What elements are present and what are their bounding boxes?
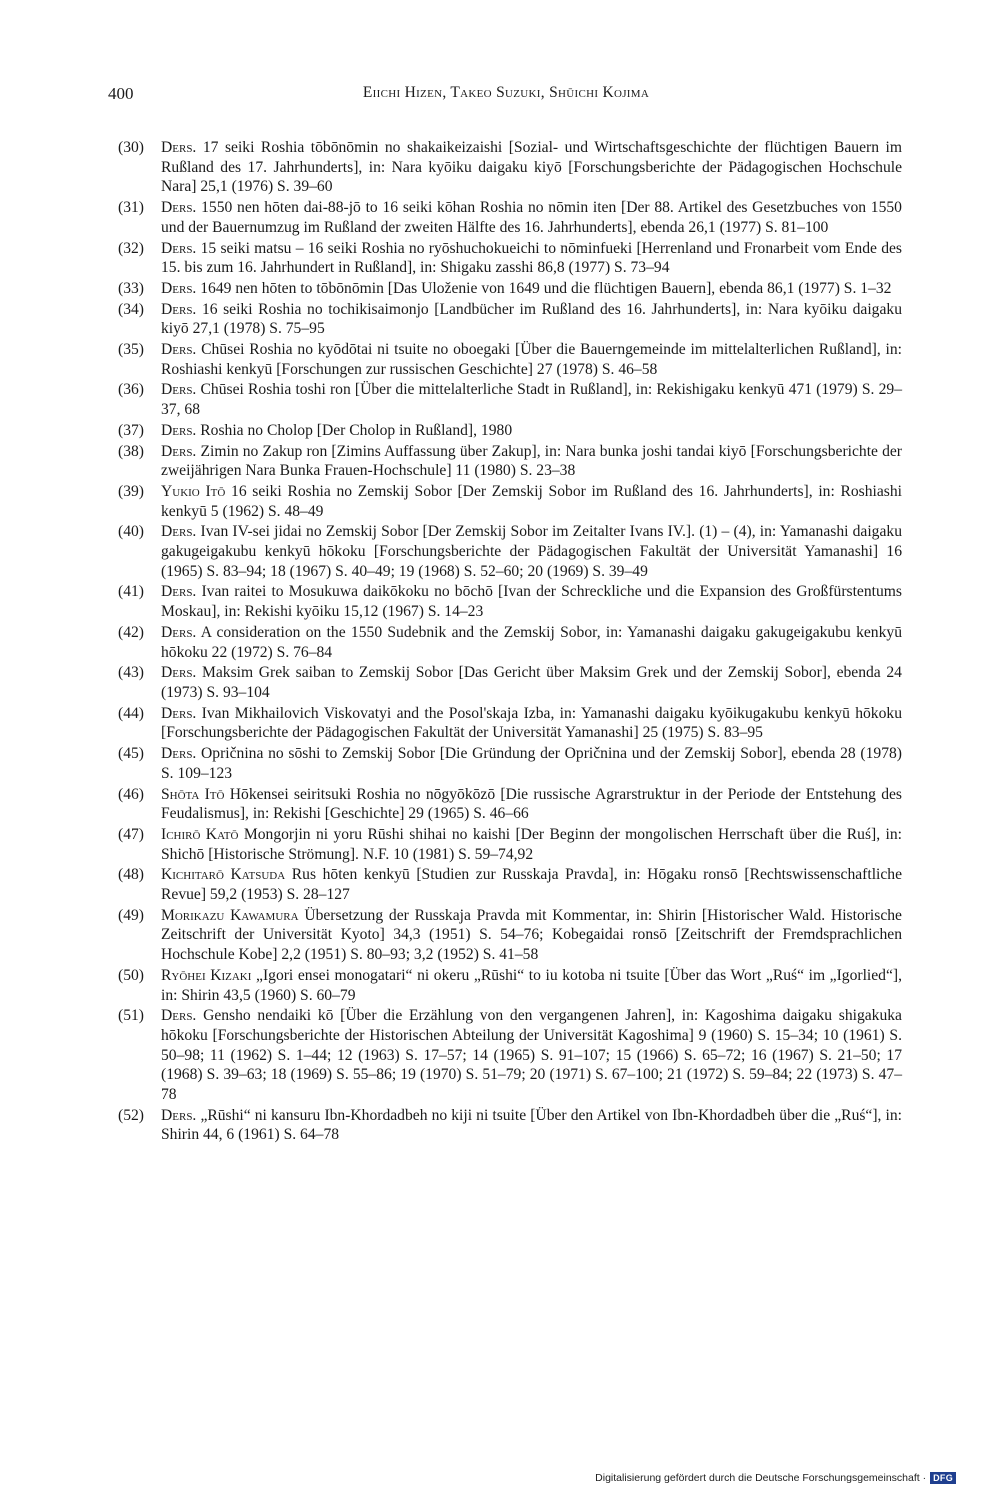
reference-body (161, 866, 902, 903)
reference-text: Roshia no Cholop [Der Cholop in Rußland], 1980 (200, 421, 513, 439)
reference-number: (50) (118, 966, 144, 984)
reference-body (161, 826, 902, 863)
dfg-logo: DFG (930, 1472, 956, 1484)
reference-author: Morikazu Kawamura (161, 906, 299, 924)
reference-entry (118, 785, 902, 824)
reference-author: Ders. (161, 1007, 197, 1025)
reference-entry (118, 421, 902, 441)
reference-number: (46) (118, 785, 144, 803)
reference-body (161, 240, 902, 277)
reference-entry (118, 239, 902, 278)
reference-entry (118, 623, 902, 662)
reference-body (161, 280, 891, 297)
reference-entry (118, 138, 902, 197)
reference-text: Chūsei Roshia no kyōdōtai ni tsuite no oboegaki [Über die Bauerngemeinde im mittelalterlichen Rußland], in: Roshiashi kenkyū [Forschungen zur russischen Geschichte] 27 (1978) S. 46–58 (161, 341, 902, 378)
reference-author: Ichirō Katō (161, 825, 239, 843)
reference-entry (118, 865, 902, 904)
reference-text: 15 seiki matsu – 16 seiki Roshia no ryōshuchokueichi to nōminfueki [Herrenland und Fronarbeit vom Ende des 15. bis zum 16. Jahrhundert in Rußland], in: Shigaku zasshi 86,8 (1977) S. 73–94 (161, 239, 902, 277)
reference-entry (118, 966, 902, 1005)
reference-text: Ivan IV-sei jidai no Zemskij Sobor [Der Zemskij Sobor im Zeitalter Ivans IV.]. (1) – (4), in: Yamanashi daigaku gakugeigakubu kenkyū hōkoku [Forschungsberichte der Pädagogischen Fakultät der Universität Yamanashi] 16 (1965) S. 83–94; 18 (1967) S. 40–49; 19 (1968) S. 52–60; 20 (1969) S. 39–49 (161, 523, 902, 580)
reference-number: (35) (118, 341, 144, 359)
reference-text: Ivan raitei to Mosukuwa daikōkoku no bōchō [Ivan der Schreckliche und die Expansion des Großfürstentums Moskau], in: Rekishi kyōiku 15,12 (1967) S. 14–23 (161, 583, 902, 621)
reference-entry (118, 442, 902, 481)
reference-text: A consideration on the 1550 Sudebnik and the Zemskij Sobor, in: Yamanashi daigaku gakugeigakubu kenkyū hōkoku 22 (1972) S. 76–84 (161, 623, 902, 661)
page-number: 400 (108, 84, 134, 103)
reference-body (161, 422, 512, 439)
reference-author: Yukio Itō (161, 482, 226, 500)
reference-number: (49) (118, 906, 144, 924)
reference-number: (31) (118, 199, 144, 217)
reference-body (161, 1007, 902, 1103)
reference-number: (40) (118, 523, 144, 541)
reference-number: (36) (118, 381, 144, 399)
reference-body (161, 381, 902, 418)
reference-text: Opričnina no sōshi to Zemskij Sobor [Die Gründung der Opričnina und der Zemskij Sobor], ebenda 28 (1978) S. 109–123 (161, 745, 902, 782)
reference-entry (118, 198, 902, 237)
reference-number: (44) (118, 704, 144, 722)
reference-body (161, 786, 902, 823)
reference-entry (118, 522, 902, 581)
reference-number: (30) (118, 139, 144, 156)
reference-body (161, 483, 902, 520)
reference-author: Ders. (161, 623, 197, 641)
reference-text: Mongorjin ni yoru Rūshi shihai no kaishi [Der Beginn der mongolischen Herrschaft über die Ruś], in: Shichō [Historische Strömung]. N.F. 10 (1981) S. 59–74,92 (161, 825, 902, 863)
reference-text: Ivan Mikhailovich Viskovatyi and the Posol'skaja Izba, in: Yamanashi daigaku kyōikugakubu kenkyū hōkoku [Forschungsberichte der Pädagogischen Fakultät der Universität Yamanashi] 25 (1975) S. 83–95 (161, 704, 902, 742)
reference-number: (47) (118, 825, 144, 843)
reference-entry (118, 380, 902, 419)
reference-entry (118, 744, 902, 783)
reference-number: (45) (118, 745, 144, 763)
reference-text: Maksim Grek saiban to Zemskij Sobor [Das Gericht über Maksim Grek und der Zemskij Sobor], ebenda 24 (1973) S. 93–104 (161, 664, 902, 701)
reference-author: Ders. (161, 523, 197, 541)
reference-body (161, 199, 902, 236)
reference-author: Ders. (161, 704, 197, 722)
footer (595, 1472, 956, 1484)
reference-author: Ders. (161, 381, 197, 399)
reference-entry (118, 482, 902, 521)
reference-entry (118, 340, 902, 379)
digitization-credit: Digitalisierung gefördert durch die Deutsche Forschungsgemeinschaft · (595, 1472, 927, 1484)
reference-entry (118, 279, 902, 299)
running-head: Eiichi Hizen, Takeo Suzuki, Shūichi Kojima (362, 84, 650, 101)
reference-body (161, 523, 902, 579)
reference-text: Übersetzung der Russkaja Pravda mit Kommentar, in: Shirin [Historischer Wald. Historische Zeitschrift der Universität Kyoto] 34,3 (1951) S. 54–76; Kobegaidai ronsō [Zeitschrift der Fremdsprachlichen Hochschule Kobe] 2,2 (1951) S. 80–93; 3,2 (1952) S. 41–58 (161, 906, 902, 964)
reference-author: Ders. (161, 139, 197, 156)
reference-text: 16 seiki Roshia no tochikisaimonjo [Landbücher im Rußland des 16. Jahrhunderts], in: Nara kyōiku daigaku kiyō 27,1 (1978) S. 75–95 (161, 300, 902, 338)
reference-number: (42) (118, 623, 144, 641)
reference-author: Ders. (161, 583, 197, 601)
reference-body (161, 664, 902, 701)
reference-text: Gensho nendaiki kō [Über die Erzählung von den vergangenen Jahren], in: Kagoshima daigaku shigakuka hōkoku [Forschungsberichte der Historischen Abteilung der Universität Kagoshima] 9 (1960) S. 15–34; 10 (1961) S. 50–98; 11 (1962) S. 1–44; 12 (1963) S. 17–57; 14 (1965) S. 91–107; 15 (1966) S. 65–72; 16 (1967) S. 21–50; 17 (1968) S. 39–63; 18 (1969) S. 55–86; 19 (1970) S. 51–79; 20 (1971) S. 67–100; 21 (1972) S. 59–84; 22 (1973) S. 47–78 (161, 1007, 902, 1104)
reference-author: Ders. (161, 1106, 197, 1124)
reference-body (161, 443, 902, 480)
reference-text: „Igori ensei monogatari“ ni okeru „Rūshi“ to iu kotoba ni tsuite [Über das Wort „Ruś“ im „Igorlied“], in: Shirin 43,5 (1960) S. 60–79 (161, 966, 902, 1004)
reference-body (161, 624, 902, 661)
reference-author: Ders. (161, 341, 197, 359)
reference-entry (118, 704, 902, 743)
reference-number: (39) (118, 482, 144, 500)
reference-number: (34) (118, 300, 144, 318)
reference-body (161, 139, 902, 195)
reference-entry (118, 825, 902, 864)
reference-entry (118, 582, 902, 621)
reference-text: „Rūshi“ ni kansuru Ibn-Khordadbeh no kiji ni tsuite [Über den Artikel von Ibn-Khordadbeh über die „Ruś“], in: Shirin 44, 6 (1961) S. 64–78 (161, 1106, 902, 1144)
reference-text: 1550 nen hōten dai-88-jō to 16 seiki kōhan Roshia no nōmin iten [Der 88. Artikel des Gesetzbuches von 1550 und der Bauernumzug im Rußland der zweiten Hälfte des 16. Jahrhunderts], ebenda 26,1 (1977) S. 81–100 (161, 199, 902, 236)
reference-body (161, 1107, 902, 1144)
reference-author: Ders. (161, 442, 197, 460)
reference-author: Ders. (161, 199, 197, 217)
reference-body (161, 907, 902, 963)
reference-body (161, 705, 902, 742)
reference-body (161, 967, 902, 1004)
reference-number: (38) (118, 442, 144, 460)
reference-entry (118, 663, 902, 702)
reference-number: (51) (118, 1007, 144, 1025)
reference-text: Zimin no Zakup ron [Zimins Auffassung über Zakup], in: Nara bunka joshi tandai kiyō [Forschungsberichte der zweijährigen Nara Bunka Frauen-Hochschule] 11 (1980) S. 23–38 (161, 442, 902, 480)
reference-list (118, 138, 902, 1146)
reference-text: 1649 nen hōten to tōbōnōmin [Das Uloženie von 1649 und die flüchtigen Bauern], ebenda 86,1 (1977) S. 1–32 (200, 279, 892, 297)
reference-number: (32) (118, 239, 144, 257)
reference-author: Ryōhei Kizaki (161, 966, 252, 984)
reference-author: Ders. (161, 745, 197, 763)
reference-entry (118, 1106, 902, 1145)
reference-body (161, 745, 902, 782)
reference-entry (118, 300, 902, 339)
reference-author: Ders. (161, 300, 197, 318)
reference-text: 16 seiki Roshia no Zemskij Sobor [Der Zemskij Sobor im Rußland des 16. Jahrhunderts], in: Roshiashi kenkyū 5 (1962) S. 48–49 (161, 482, 902, 520)
reference-body (161, 301, 902, 338)
reference-author: Ders. (161, 421, 197, 439)
reference-entry (118, 1006, 902, 1105)
reference-author: Ders. (161, 279, 197, 297)
reference-text: Chūsei Roshia toshi ron [Über die mittelalterliche Stadt in Rußland], in: Rekishigaku kenkyū 471 (1979) S. 29–37, 68 (161, 381, 903, 419)
reference-number: (43) (118, 664, 144, 682)
reference-number: (37) (118, 421, 144, 439)
reference-text: Rus hōten kenkyū [Studien zur Russkaja Pravda], in: Hōgaku ronsō [Rechtswissenschaftliche Revue] 59,2 (1953) S. 28–127 (161, 866, 902, 904)
reference-text: Hōkensei seiritsuki Roshia no nōgyōkōzō [Die russische Agrarstruktur in der Periode der Entstehung des Feudalismus], in: Rekishi [Geschichte] 29 (1965) S. 46–66 (161, 785, 902, 823)
reference-author: Ders. (161, 239, 197, 257)
reference-body (161, 341, 902, 378)
reference-entry (118, 906, 902, 965)
reference-number: (41) (118, 583, 144, 601)
reference-author: Shōta Itō (161, 785, 225, 803)
reference-number: (52) (118, 1106, 144, 1124)
reference-body (161, 583, 902, 620)
reference-number: (48) (118, 866, 144, 884)
reference-author: Ders. (161, 664, 197, 682)
reference-number: (33) (118, 279, 144, 297)
reference-text: 17 seiki Roshia tōbōnōmin no shakaikeizaishi [Sozial- und Wirtschaftsgeschichte der flüchtigen Bauern im Rußland des 17. Jahrhunderts], in: Nara kyōiku daigaku kiyō [Forschungsberichte der Pädagogischen Hochschule Nara] 25,1 (1976) S. 39–60 (161, 139, 902, 196)
reference-author: Kichitarō Katsuda (161, 866, 286, 884)
